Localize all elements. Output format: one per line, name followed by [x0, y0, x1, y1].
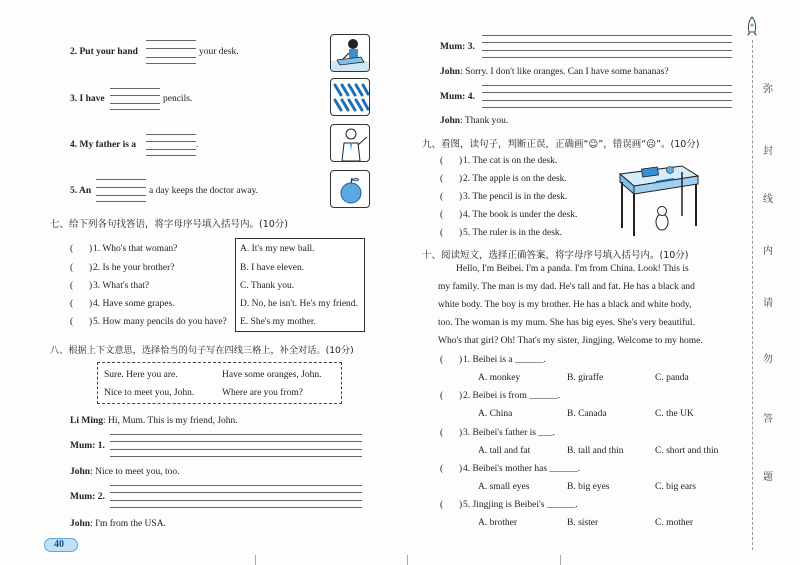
s8-line-john2 [70, 520, 166, 530]
passage-line-5: Who's that girl? Oh! That's my sister, Jingjing. Welcome to my home. [438, 336, 703, 346]
s10-q2-option-a[interactable]: A. China [478, 409, 513, 419]
q5-after: a day keeps the doctor away. [149, 186, 259, 196]
utterance: : Hi, Mum. This is my friend, John. [103, 416, 238, 426]
speaker: John [440, 67, 461, 77]
q4-line-a[interactable] [146, 134, 196, 135]
s7-q2-paren[interactable]: ( [70, 263, 74, 273]
s8-answer1-line-b[interactable] [110, 441, 362, 442]
s10-q1-option-c[interactable]: C. panda [655, 373, 689, 383]
s8-line-mum1 [70, 442, 105, 452]
speaker: Mum [70, 441, 93, 451]
s10-q4-text: 4. Beibei's mother has ______. [463, 464, 581, 474]
seal-char-8: 题 [763, 472, 773, 483]
s9-q3-paren[interactable]: ( [440, 192, 444, 202]
r-answer4-line-c[interactable] [482, 100, 732, 101]
s10-q2-paren[interactable]: ( [440, 391, 444, 401]
q4-label: 4. My father is a [70, 140, 137, 150]
r-answer3-line-b[interactable] [482, 42, 732, 43]
r-answer3-line-a[interactable] [482, 35, 732, 36]
seal-char-6: 勿 [763, 354, 773, 365]
speaker: Mum [440, 92, 463, 102]
s9-q1-close: ) [459, 156, 463, 166]
s10-q1-close: ) [459, 355, 463, 365]
s7-answer-d: D. No, he isn't. He's my friend. [240, 299, 358, 309]
s9-q2-paren[interactable]: ( [440, 174, 444, 184]
s8-answer2-line-b[interactable] [110, 492, 362, 493]
q3-line-c[interactable] [110, 103, 160, 104]
s10-q5-text: 5. Jingjing is Beibei's ______. [463, 500, 578, 510]
s7-answer-e: E. She's my mother. [240, 317, 316, 327]
utterance: : 2. [92, 492, 105, 502]
seal-dashed-line [752, 40, 753, 550]
s7-q3-close: ) [89, 281, 93, 291]
q3-label: 3. I have [70, 94, 105, 104]
seal-char-3: 线 [763, 194, 773, 205]
s10-q1-option-a[interactable]: A. monkey [478, 373, 521, 383]
r-line-mum3 [440, 43, 475, 53]
apple-picture [330, 170, 370, 208]
section10-title: 十、阅读短文，选择正确答案，将字母序号填入括号内。(10分) [422, 250, 689, 261]
q5-line-a[interactable] [96, 179, 146, 180]
s10-q1-text: 1. Beibei is a ______. [463, 355, 546, 365]
s9-q4-text: 4. The book is under the desk. [463, 210, 578, 220]
s10-q2-option-b[interactable]: B. Canada [567, 409, 607, 419]
s9-q5-paren[interactable]: ( [440, 228, 444, 238]
section9-title: 九、看图，读句子，判断正误，正确画“☺”，错误画“☹”。(10分) [422, 139, 700, 150]
s9-q2-close: ) [459, 174, 463, 184]
utterance: : 1. [92, 441, 105, 451]
s7-q5-text: 5. How many pencils do you have? [93, 317, 227, 327]
s9-q1-text: 1. The cat is on the desk. [463, 156, 558, 166]
s10-q2-close: ) [459, 391, 463, 401]
s8-answer2-line-a[interactable] [110, 485, 362, 486]
section7-title: 七、给下列各句找答语，将字母序号填入括号内。(10分) [50, 219, 289, 230]
speaker: John [440, 116, 461, 126]
seal-char-4: 内 [763, 246, 773, 257]
s8-answer1-line-a[interactable] [110, 434, 362, 435]
s9-q5-text: 5. The ruler is in the desk. [463, 228, 563, 238]
s10-q2-option-c[interactable]: C. the UK [655, 409, 694, 419]
q2-after: your desk. [199, 47, 239, 57]
r-answer4-line-d[interactable] [482, 107, 732, 108]
s10-q1-option-b[interactable]: B. giraffe [567, 373, 604, 383]
q2-label: 2. Put your hand [70, 47, 138, 57]
s10-q3-option-a[interactable]: A. tall and fat [478, 446, 531, 456]
utterance: : 4. [462, 92, 475, 102]
q5-label: 5. An [70, 186, 92, 196]
q4-line-d[interactable] [146, 155, 196, 156]
s7-answer-a: A. It's my new ball. [240, 244, 315, 254]
s10-q5-option-c[interactable]: C. mother [655, 518, 693, 528]
r-line-john3 [440, 68, 669, 78]
s8-option-1: Sure. Here you are. [104, 370, 178, 380]
passage-line-1: Hello, I'm Beibei. I'm a panda. I'm from China. Look! This is [456, 264, 689, 274]
s10-q4-paren[interactable]: ( [440, 464, 444, 474]
s10-q4-close: ) [459, 464, 463, 474]
r-answer4-line-b[interactable] [482, 92, 732, 93]
s7-q1-paren[interactable]: ( [70, 244, 74, 254]
s10-q5-paren[interactable]: ( [440, 500, 444, 510]
s9-q2-text: 2. The apple is on the desk. [463, 174, 567, 184]
speaker: John [70, 519, 91, 529]
girl-with-hand-on-desk-picture [330, 34, 370, 72]
s7-q4-text: 4. Have some grapes. [93, 299, 175, 309]
r-answer4-line-a[interactable] [482, 85, 732, 86]
s9-q1-paren[interactable]: ( [440, 156, 444, 166]
speaker: Mum [440, 42, 463, 52]
q2-line-a[interactable] [146, 40, 196, 41]
page-number: 40 [54, 539, 64, 550]
pencils-picture [330, 78, 370, 116]
s8-line-mum2 [70, 493, 105, 503]
s10-q3-option-b[interactable]: B. tall and thin [567, 446, 624, 456]
s7-q4-paren[interactable]: ( [70, 299, 74, 309]
s8-line-john1 [70, 468, 180, 478]
q3-line-d[interactable] [110, 109, 160, 110]
s9-q3-text: 3. The pencil is in the desk. [463, 192, 568, 202]
s8-option-3: Nice to meet you, John. [104, 388, 195, 398]
speaker: Mum [70, 492, 93, 502]
seal-char-1: 弥 [763, 84, 773, 95]
s8-answer2-line-c[interactable] [110, 500, 362, 501]
q4-line-c[interactable] [146, 149, 196, 150]
q5-line-c[interactable] [96, 195, 146, 196]
utterance: : Thank you. [460, 116, 509, 126]
s10-q2-text: 2. Beibei is from ______. [463, 391, 561, 401]
right-binding-mark-2 [560, 555, 561, 565]
s8-answer1-line-c[interactable] [110, 449, 362, 450]
s7-answer-b: B. I have eleven. [240, 263, 305, 273]
utterance: : Nice to meet you, too. [90, 467, 180, 477]
s10-q5-option-b[interactable]: B. sister [567, 518, 599, 528]
s7-answer-c: C. Thank you. [240, 281, 295, 291]
left-binding-mark [255, 555, 256, 565]
r-line-john4 [440, 117, 508, 127]
s10-q4-option-b[interactable]: B. big eyes [567, 482, 610, 492]
q4-line-b[interactable] [146, 141, 196, 142]
s10-q4-option-a[interactable]: A. small eyes [478, 482, 530, 492]
s8-answer2-line-d[interactable] [110, 507, 362, 508]
r-answer3-line-c[interactable] [482, 50, 732, 51]
right-binding-mark [407, 555, 408, 565]
s10-q3-text: 3. Beibei's father is ___. [463, 428, 555, 438]
seal-char-5: 请 [763, 298, 773, 309]
s10-q5-close: ) [459, 500, 463, 510]
rocket-icon [745, 16, 759, 38]
q3-line-b[interactable] [110, 95, 160, 96]
s10-q3-close: ) [459, 428, 463, 438]
speaker: Li Ming [70, 416, 103, 426]
s7-q3-paren[interactable]: ( [70, 281, 74, 291]
s7-q2-close: ) [89, 263, 93, 273]
q2-line-b[interactable] [146, 48, 196, 49]
q4-after: . [196, 140, 199, 150]
passage-line-2: my family. The man is my dad. He's tall and fat. He has a black and [438, 282, 695, 292]
s7-q5-paren[interactable]: ( [70, 317, 74, 327]
s9-q4-paren[interactable]: ( [440, 210, 444, 220]
desk-picture [612, 160, 700, 240]
teacher-picture [330, 124, 370, 162]
s8-option-2: Have some oranges, John. [222, 370, 322, 380]
section8-title: 八、根据上下文意思，选择恰当的句子写在四线三格上，补全对话。(10分) [50, 345, 354, 356]
s7-q5-close: ) [89, 317, 93, 327]
s9-q3-close: ) [459, 192, 463, 202]
q3-after: pencils. [163, 94, 193, 104]
r-line-mum4 [440, 93, 475, 103]
passage-line-4: too. The woman is my mum. She has big eyes. She's very beautiful. [438, 318, 695, 328]
s10-q4-option-c[interactable]: C. big ears [655, 482, 696, 492]
seal-char-2: 封 [763, 146, 773, 157]
s10-q3-option-c[interactable]: C. short and thin [655, 446, 719, 456]
s7-q1-text: 1. Who's that woman? [93, 244, 178, 254]
s7-q1-close: ) [89, 244, 93, 254]
utterance: : I'm from the USA. [90, 519, 166, 529]
s10-q5-option-a[interactable]: A. brother [478, 518, 518, 528]
s8-line-liming [70, 417, 238, 427]
s7-q3-text: 3. What's that? [93, 281, 150, 291]
s8-option-4: Where are you from? [222, 388, 303, 398]
s9-q5-close: ) [459, 228, 463, 238]
seal-char-7: 答 [763, 414, 773, 425]
s10-q1-paren[interactable]: ( [440, 355, 444, 365]
utterance: : 3. [462, 42, 475, 52]
r-answer3-line-d[interactable] [482, 57, 732, 58]
s9-q4-close: ) [459, 210, 463, 220]
s8-answer1-line-d[interactable] [110, 456, 362, 457]
s7-q4-close: ) [89, 299, 93, 309]
speaker: John [70, 467, 91, 477]
q5-line-b[interactable] [96, 187, 146, 188]
s7-q2-text: 2. Is he your brother? [93, 263, 175, 273]
utterance: : Sorry. I don't like oranges. Can I have some bananas? [460, 67, 669, 77]
q5-line-d[interactable] [96, 201, 146, 202]
q2-line-d[interactable] [146, 63, 196, 64]
q3-line-a[interactable] [110, 88, 160, 89]
s10-q3-paren[interactable]: ( [440, 428, 444, 438]
passage-line-3: white body. The boy is my brother. He has a black and white body, [438, 300, 692, 310]
q2-line-c[interactable] [146, 57, 196, 58]
